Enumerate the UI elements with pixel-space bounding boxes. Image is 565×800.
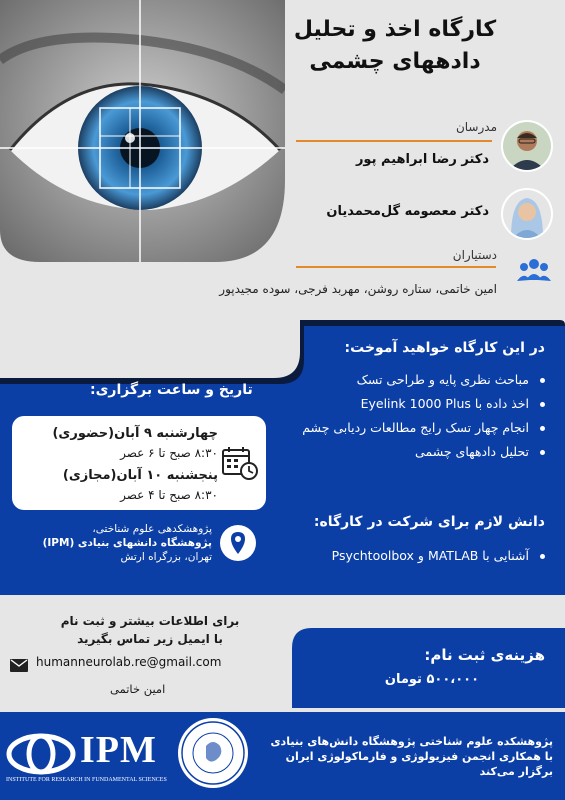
learn-heading: در این کارگاه خواهید آموخت: (344, 340, 545, 356)
list-item: آشنایی با MATLAB و Psychtoolbox (332, 544, 545, 568)
ipm-subtitle: INSTITUTE FOR RESEARCH IN FUNDAMENTAL SCIENCES (6, 777, 167, 783)
people-icon (517, 256, 551, 288)
calendar-clock-icon (222, 446, 258, 484)
list-item: انجام چهار تسک رایج مطالعات ردیابی چشم (302, 416, 545, 440)
mail-icon (10, 657, 28, 676)
list-item: اخذ داده با Eyelink 1000 Plus (302, 392, 545, 416)
list-item: تحلیل دادههای چشمی (302, 440, 545, 464)
list-item: مباحث نظری پایه و طراحی تسک (302, 368, 545, 392)
day1-label: چهارشنبه ۹ آبان(حضوری) (52, 426, 218, 441)
assistants-names: امین خاتمی، ستاره روشن، مهربد فرجی، سوده مجیدپور (219, 282, 497, 296)
contact-line: برای اطلاعات بیشتر و ثبت نام (60, 614, 240, 628)
ipm-logo-text: IPM (80, 729, 157, 771)
schedule-heading: تاریخ و ساعت برگزاری: (90, 382, 253, 398)
fee-label: هزینه‌ی ثبت نام: (424, 646, 545, 664)
prereq-list (332, 544, 545, 568)
title-line-2: دادههای چشمی (309, 49, 481, 74)
divider (296, 266, 496, 268)
assistants-label: دستیاران (452, 248, 497, 262)
footer-text (270, 734, 553, 779)
prereq-heading: دانش لازم برای شرکت در کارگاه: (313, 514, 545, 530)
ipm-logo (6, 732, 76, 780)
contact-name: امین خاتمی (110, 682, 166, 696)
location-line: پژوهشگاه دانشهای بنیادی (IPM) (42, 537, 212, 549)
fee-badge (292, 628, 565, 708)
contact-text (50, 612, 250, 648)
divider (296, 140, 492, 142)
instructor-name: دکتر معصومه گل‌محمدیان (326, 204, 489, 219)
day2-label: پنجشنبه ۱۰ آبان(مجازی) (62, 468, 218, 483)
location-pin-icon (220, 525, 256, 565)
footer-line: برگزار می‌کند (479, 765, 553, 778)
avatar (501, 188, 553, 240)
footer-line: با همکاری انجمن فیزیولوژی و فارماکولوژی ایران (285, 750, 553, 763)
day1-time: ۸:۳۰ صبح تا ۶ عصر (120, 446, 218, 460)
footer-line: پژوهشکده علوم شناختی پژوهشگاه دانش‌های بنیادی (270, 735, 553, 748)
location-text (40, 522, 212, 564)
title-line-1: کارگاه اخذ و تحلیل (293, 17, 497, 42)
page-title (265, 14, 525, 78)
instructor-name: دکتر رضا ابراهیم پور (355, 152, 489, 167)
email-link[interactable]: humanneurolab.re@gmail.com (36, 655, 222, 669)
learn-list (302, 368, 545, 464)
location-line: تهران، بزرگراه ارتش (120, 551, 212, 563)
contact-line: با ایمیل زیر تماس بگیرید (77, 632, 223, 646)
eye-illustration (0, 0, 285, 268)
avatar (501, 120, 553, 172)
fee-value: ۵۰۰،۰۰۰ تومان (384, 672, 479, 687)
society-seal-logo (176, 716, 250, 794)
location-line: پژوهشکدهی علوم شناختی، (92, 523, 212, 535)
instructors-label: مدرسان (455, 120, 497, 134)
day2-time: ۸:۳۰ صبح تا ۴ عصر (120, 488, 218, 502)
